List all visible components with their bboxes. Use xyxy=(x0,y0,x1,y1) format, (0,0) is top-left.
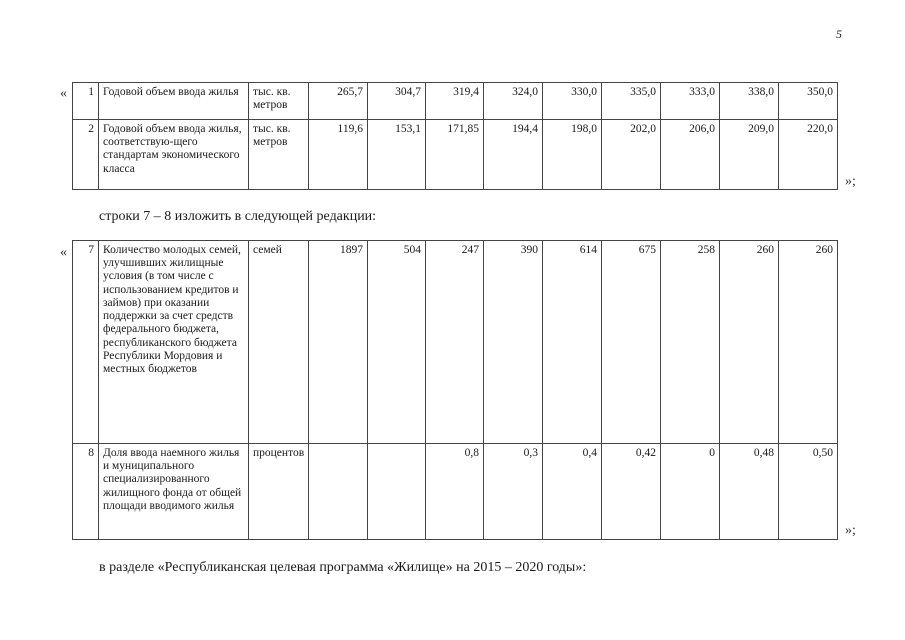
indicator-name: Количество молодых семей, улучшивших жилищные условия (в том числе с использованием кредитов и займов) при оказании поддержки за счет средств федерального бюджета, республиканского бюджета Республики Мордовия и местных бюджетов xyxy=(99,241,249,444)
value-cell: 333,0 xyxy=(661,83,720,120)
value-cell: 335,0 xyxy=(602,83,661,120)
indicator-name: Годовой объем ввода жилья, соответствую-щего стандартам экономического класса xyxy=(99,120,249,190)
unit-cell: тыс. кв. метров xyxy=(249,83,309,120)
value-cell xyxy=(368,444,426,540)
table-row xyxy=(73,444,838,540)
value-cell: 614 xyxy=(543,241,602,444)
value-cell: 260 xyxy=(720,241,779,444)
value-cell: 0,50 xyxy=(779,444,838,540)
open-quote-table2: « xyxy=(60,245,67,260)
value-cell: 194,4 xyxy=(484,120,543,190)
value-cell: 338,0 xyxy=(720,83,779,120)
table-row xyxy=(73,241,838,444)
value-cell xyxy=(309,444,368,540)
unit-cell: процентов xyxy=(249,444,309,540)
value-cell: 0,3 xyxy=(484,444,543,540)
value-cell: 304,7 xyxy=(368,83,426,120)
value-cell: 390 xyxy=(484,241,543,444)
value-cell: 206,0 xyxy=(661,120,720,190)
value-cell: 0,48 xyxy=(720,444,779,540)
table-row xyxy=(73,120,838,190)
open-quote-table1: « xyxy=(60,86,67,101)
value-cell: 504 xyxy=(368,241,426,444)
instruction-paragraph-1: строки 7 – 8 изложить в следующей редакции: xyxy=(99,209,377,224)
row-number: 2 xyxy=(73,120,99,190)
value-cell: 675 xyxy=(602,241,661,444)
value-cell: 324,0 xyxy=(484,83,543,120)
value-cell: 153,1 xyxy=(368,120,426,190)
page-number: 5 xyxy=(836,27,842,41)
value-cell: 209,0 xyxy=(720,120,779,190)
value-cell: 258 xyxy=(661,241,720,444)
value-cell: 319,4 xyxy=(426,83,484,120)
close-quote-table2: »; xyxy=(845,523,856,538)
value-cell: 0,8 xyxy=(426,444,484,540)
indicators-table-2 xyxy=(72,240,838,540)
value-cell: 330,0 xyxy=(543,83,602,120)
indicators-table-1 xyxy=(72,82,838,190)
close-quote-table1: »; xyxy=(845,174,856,189)
value-cell: 220,0 xyxy=(779,120,838,190)
row-number: 8 xyxy=(73,444,99,540)
value-cell: 202,0 xyxy=(602,120,661,190)
unit-cell: тыс. кв. метров xyxy=(249,120,309,190)
indicator-name: Доля ввода наемного жилья и муниципального специализированного жилищного фонда от общей площади вводимого жилья xyxy=(99,444,249,540)
value-cell: 171,85 xyxy=(426,120,484,190)
value-cell: 1897 xyxy=(309,241,368,444)
row-number: 7 xyxy=(73,241,99,444)
value-cell: 350,0 xyxy=(779,83,838,120)
indicator-name: Годовой объем ввода жилья xyxy=(99,83,249,120)
instruction-paragraph-2: в разделе «Республиканская целевая программа «Жилище» на 2015 – 2020 годы»: xyxy=(99,560,587,575)
value-cell: 119,6 xyxy=(309,120,368,190)
value-cell: 260 xyxy=(779,241,838,444)
value-cell: 0 xyxy=(661,444,720,540)
value-cell: 198,0 xyxy=(543,120,602,190)
value-cell: 247 xyxy=(426,241,484,444)
value-cell: 0,42 xyxy=(602,444,661,540)
table-row xyxy=(73,83,838,120)
value-cell: 0,4 xyxy=(543,444,602,540)
unit-cell: семей xyxy=(249,241,309,444)
row-number: 1 xyxy=(73,83,99,120)
value-cell: 265,7 xyxy=(309,83,368,120)
